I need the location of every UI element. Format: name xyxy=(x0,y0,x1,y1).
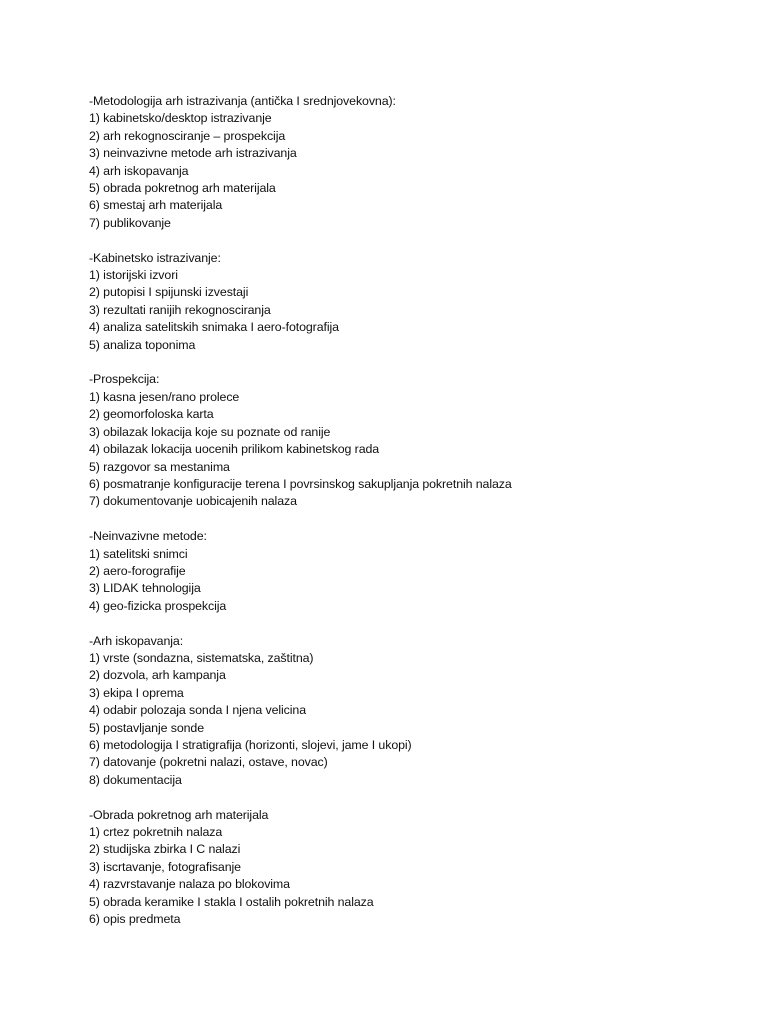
list-item: 4) geo-fizicka prospekcija xyxy=(89,598,227,613)
list-item: 6) posmatranje konfiguracije terena I povrsinskog sakupljanja pokretnih nalaza xyxy=(89,476,512,491)
list-item: 5) razgovor sa mestanima xyxy=(89,459,230,474)
list-item: 4) razvrstavanje nalaza po blokovima xyxy=(89,877,290,892)
list-item: 1) istorijski izvori xyxy=(89,268,178,283)
list-item: 4) odabir polozaja sonda I njena velicina xyxy=(89,703,307,718)
section-material-processing xyxy=(89,807,739,929)
list-item: 8) dokumentacija xyxy=(89,772,182,787)
section-heading: -Obrada pokretnog arh materijala xyxy=(89,807,269,822)
list-item: 1) vrste (sondazna, sistematska, zaštitna) xyxy=(89,650,314,665)
section-heading: -Arh iskopavanja: xyxy=(89,633,184,648)
section-heading: -Neinvazivne metode: xyxy=(89,529,207,544)
list-item: 5) obrada keramike I stakla I ostalih pokretnih nalaza xyxy=(89,894,374,909)
section-desk-research xyxy=(89,250,739,354)
list-item: 3) ekipa I oprema xyxy=(89,685,184,700)
list-item: 3) iscrtavanje, fotografisanje xyxy=(89,859,241,874)
list-item: 7) datovanje (pokretni nalazi, ostave, novac) xyxy=(89,755,328,770)
list-item: 6) smestaj arh materijala xyxy=(89,198,223,213)
list-item: 4) analiza satelitskih snimaka I aero-fotografija xyxy=(89,320,339,335)
section-prospection xyxy=(89,371,739,510)
list-item: 1) kabinetsko/desktop istrazivanje xyxy=(89,111,272,126)
list-item: 5) postavljanje sonde xyxy=(89,720,205,735)
list-item: 3) rezultati ranijih rekognosciranja xyxy=(89,302,271,317)
list-item: 5) analiza toponima xyxy=(89,337,196,352)
section-heading: -Metodologija arh istrazivanja (antička I srednjovekovna): xyxy=(89,94,396,108)
list-item: 2) aero-forografije xyxy=(89,563,186,578)
list-item: 7) dokumentovanje uobicajenih nalaza xyxy=(89,494,297,509)
list-item: 2) putopisi I spijunski izvestaji xyxy=(89,285,249,300)
section-heading: -Prospekcija: xyxy=(89,372,160,387)
list-item: 6) metodologija I stratigrafija (horizonti, slojevi, jame I ukopi) xyxy=(89,737,412,752)
list-item: 1) satelitski snimci xyxy=(89,546,188,561)
list-item: 3) neinvazivne metode arh istrazivanja xyxy=(89,146,297,161)
list-item: 2) dozvola, arh kampanja xyxy=(89,668,226,683)
list-item: 2) studijska zbirka I C nalazi xyxy=(89,842,241,857)
section-heading: -Kabinetsko istrazivanje: xyxy=(89,250,221,265)
list-item: 1) crtez pokretnih nalaza xyxy=(89,824,223,839)
section-methodology xyxy=(89,93,739,232)
list-item: 4) obilazak lokacija uocenih prilikom kabinetskog rada xyxy=(89,442,380,457)
section-excavations xyxy=(89,633,739,790)
list-item: 2) geomorfoloska karta xyxy=(89,407,214,422)
list-item: 3) obilazak lokacija koje su poznate od ranije xyxy=(89,424,331,439)
list-item: 4) arh iskopavanja xyxy=(89,163,189,178)
document-page xyxy=(89,93,739,946)
list-item: 2) arh rekognosciranje – prospekcija xyxy=(89,128,286,143)
list-item: 1) kasna jesen/rano prolece xyxy=(89,389,240,404)
list-item: 7) publikovanje xyxy=(89,215,171,230)
section-noninvasive-methods xyxy=(89,528,739,615)
list-item: 5) obrada pokretnog arh materijala xyxy=(89,181,276,196)
list-item: 3) LIDAK tehnologija xyxy=(89,581,201,596)
list-item: 6) opis predmeta xyxy=(89,912,181,927)
